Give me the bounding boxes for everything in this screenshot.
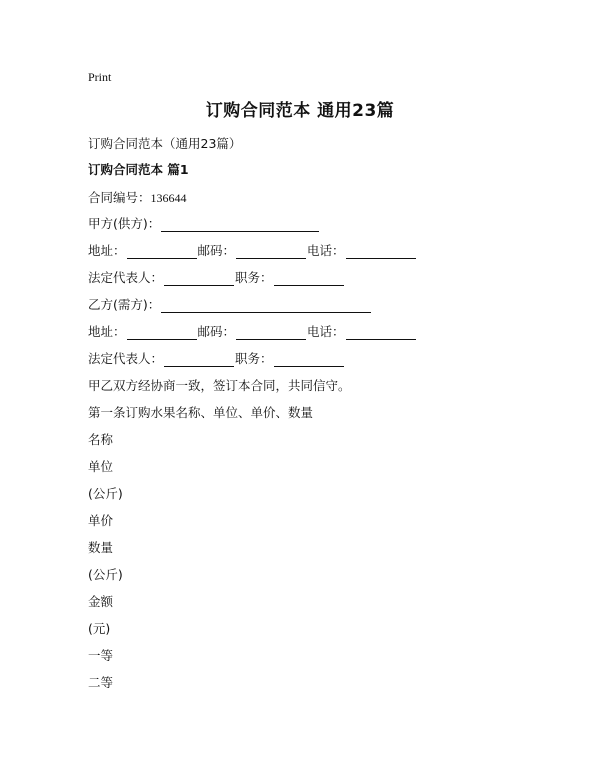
table-item: 名称	[88, 432, 114, 447]
position-blank	[274, 354, 344, 367]
contract-no-value: 136644	[150, 191, 187, 205]
agreement-text: 甲乙双方经协商一致，签订本合同，共同信守。	[88, 378, 351, 393]
section-title-text: 订购合同范本 篇1	[88, 162, 189, 177]
party-a-line	[88, 214, 320, 232]
postcode-blank	[236, 246, 306, 259]
section-title	[88, 160, 189, 178]
position-label: 职务：	[235, 351, 273, 366]
phone-label: 电话：	[307, 243, 345, 258]
contract-number-line	[88, 188, 187, 206]
contract-no-label: 合同编号：	[88, 190, 151, 205]
article-1-text: 第一条订购水果名称、单位、单价、数量	[88, 405, 314, 420]
table-item: (公斤)	[88, 486, 123, 501]
party-b-blank	[161, 300, 371, 313]
page-title: 订购合同范本 通用23篇	[205, 101, 395, 121]
address-label: 地址：	[88, 243, 126, 258]
table-item: 数量	[88, 540, 114, 555]
table-item: 一等	[88, 648, 114, 663]
legal-rep-label: 法定代表人：	[88, 351, 164, 366]
party-a-address-line	[88, 241, 417, 259]
table-item: (元)	[88, 621, 111, 636]
party-b-line	[88, 295, 372, 313]
party-b-address-line	[88, 322, 417, 340]
postcode-label: 邮码：	[197, 243, 236, 258]
phone-label: 电话：	[307, 324, 345, 339]
agreement-paragraph	[88, 376, 351, 394]
phone-blank	[346, 327, 416, 340]
party-b-label: 乙方(需方)：	[88, 297, 161, 312]
table-item: (公斤)	[88, 567, 123, 582]
legal-rep-blank	[164, 273, 234, 286]
subtitle-text: 订购合同范本（通用23篇）	[88, 136, 242, 151]
party-a-blank	[161, 219, 319, 232]
print-label: Print	[88, 70, 112, 84]
position-label: 职务：	[235, 270, 273, 285]
address-label: 地址：	[88, 324, 126, 339]
postcode-label: 邮码：	[197, 324, 236, 339]
party-a-label: 甲方(供方)：	[88, 216, 161, 231]
address-blank	[127, 246, 197, 259]
table-item: 二等	[88, 675, 114, 690]
position-blank	[274, 273, 344, 286]
party-b-rep-line	[88, 349, 345, 367]
document-subtitle	[88, 134, 241, 152]
phone-blank	[346, 246, 416, 259]
legal-rep-label: 法定代表人：	[88, 270, 164, 285]
postcode-blank	[236, 327, 306, 340]
party-a-rep-line	[88, 268, 345, 286]
table-item: 金额	[88, 594, 114, 609]
article-1	[88, 403, 313, 421]
table-item: 单价	[88, 513, 114, 528]
legal-rep-blank	[164, 354, 234, 367]
address-blank	[127, 327, 197, 340]
table-item: 单位	[88, 459, 114, 474]
